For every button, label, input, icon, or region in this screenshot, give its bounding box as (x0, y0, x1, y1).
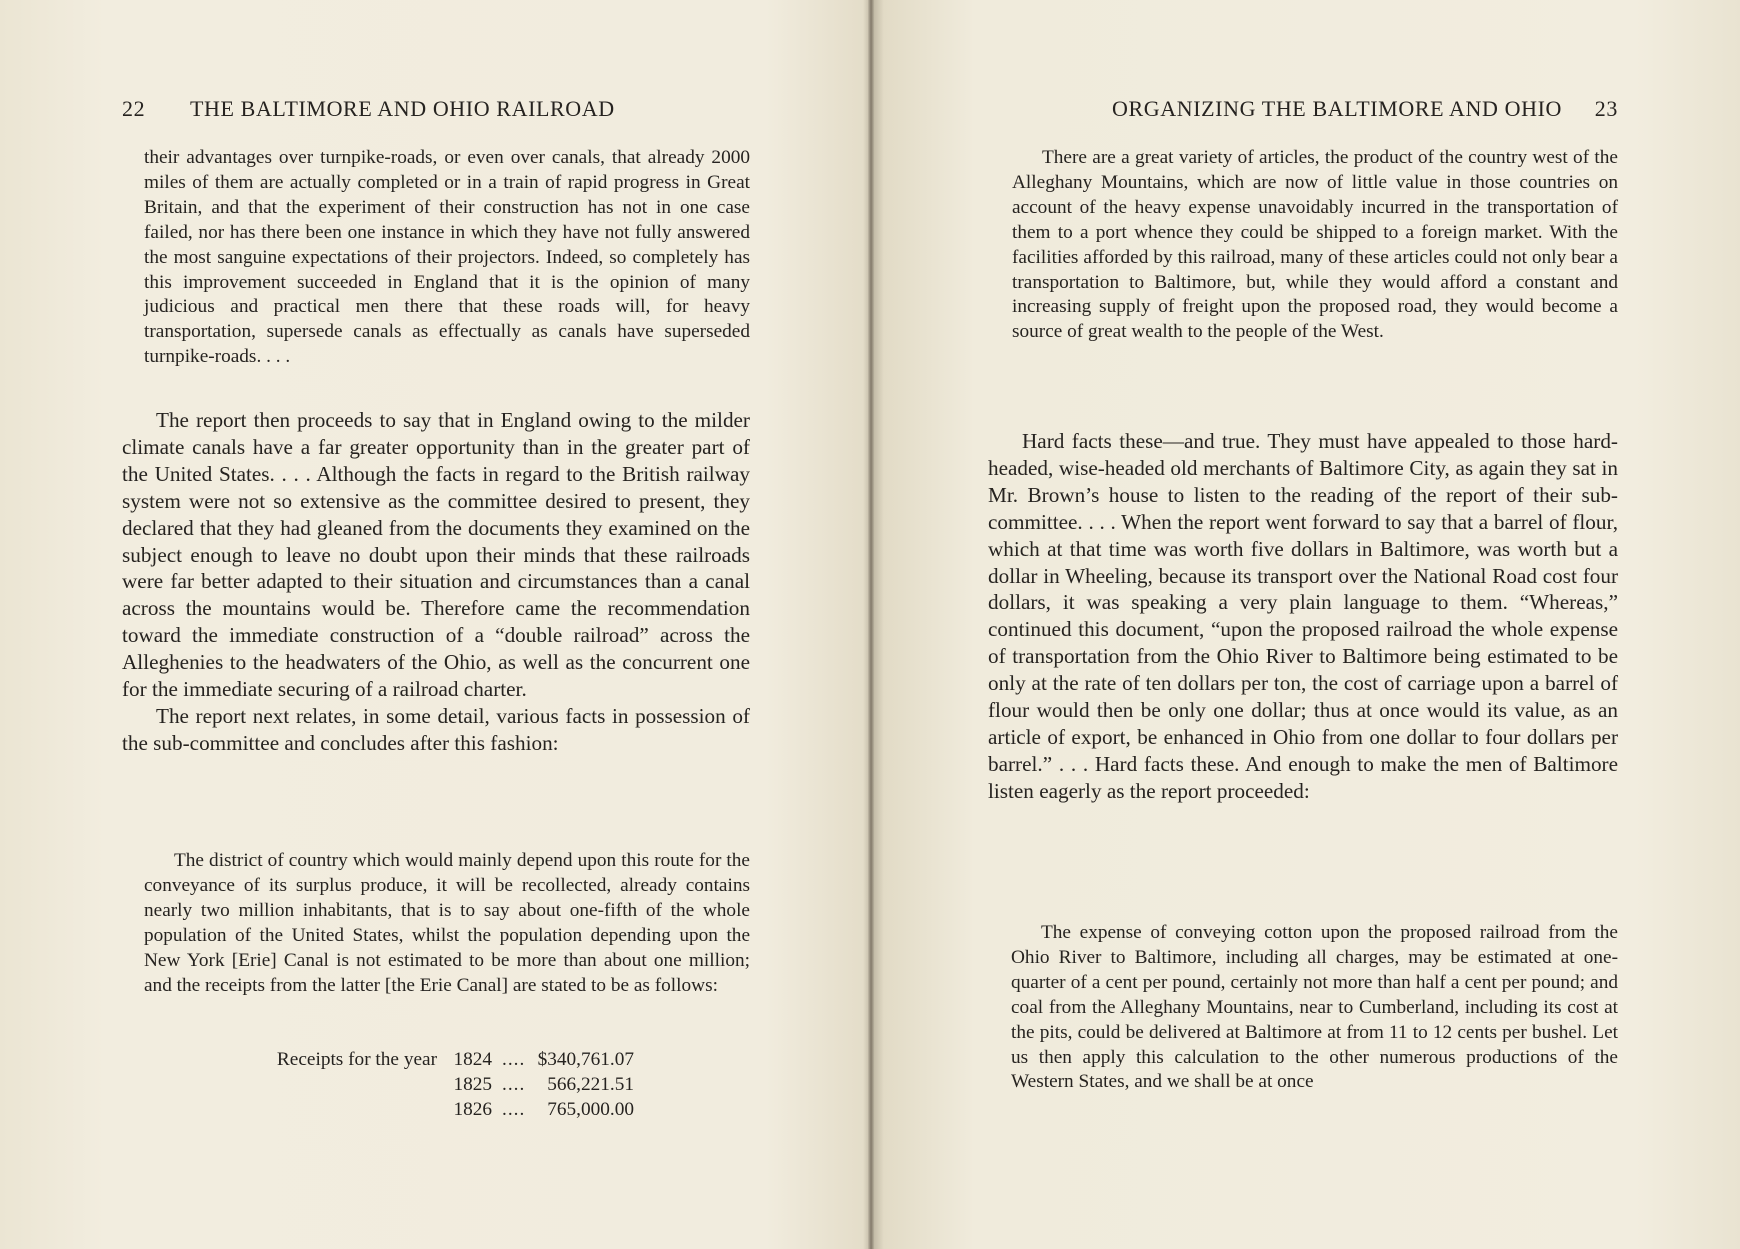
receipts-label: Receipts for the year (276, 1049, 437, 1070)
receipts-amount: 765,000.00 (547, 1098, 634, 1120)
right-running-head: ORGANIZING THE BALTIMORE AND OHIO (1111, 96, 1562, 121)
receipts-table (238, 1048, 634, 1123)
left-paragraph-2: The report next relates, in some detail, various facts in possession of the sub-committee and concludes after this fashion: (122, 703, 750, 755)
receipts-row (238, 1098, 634, 1123)
left-page-number: 22 (122, 96, 146, 121)
right-quote-1 (1012, 146, 1618, 345)
left-running-head: THE BALTIMORE AND OHIO RAILROAD (190, 96, 615, 121)
receipts-year: 1826 (453, 1098, 492, 1120)
left-quote-1-text: their advantages over turnpike-roads, or even over canals, that already 2000 miles of them are actually completed or in a train of rapid progress in Great Britain, and that the experiment of their construction has not in one case failed, nor has there been one instance in which they have not fully answered the most sanguine expectations of their projectors. Indeed, so completely has this improvement succeeded in England that it is the opinion of many judicious and practical men there that these roads will, for heavy transportation, supersede canals as effectually as canals have superseded turnpike-roads. . . . (144, 147, 750, 368)
receipts-leader: .... (502, 1073, 526, 1095)
left-page-header (122, 96, 750, 126)
book-gutter (868, 0, 874, 1249)
receipts-row (238, 1073, 634, 1098)
receipts-year: 1825 (453, 1073, 492, 1095)
receipts-amount: $340,761.07 (537, 1049, 634, 1070)
right-page (988, 0, 1618, 1249)
right-page-header (988, 96, 1618, 126)
right-quote-2 (1011, 921, 1618, 1095)
receipts-year: 1824 (453, 1049, 492, 1070)
left-quote-2 (144, 849, 750, 998)
receipts-leader: .... (502, 1098, 526, 1120)
right-body (988, 428, 1618, 805)
right-page-number: 23 (1594, 96, 1618, 121)
right-quote-2-text: The expense of conveying cotton upon the proposed railroad from the Ohio River to Baltimore, including all charges, may be estimated at one-quarter of a cent per pound, certainly not more than half a cent per pound; and coal from the Alleghany Mountains, near to Cumberland, including its cost at the pits, could be delivered at Baltimore at from 11 to 12 cents per bushel. Let us then apply this calculation to the other numerous productions of the Western States, and we shall be at once (1011, 922, 1618, 1093)
left-body (122, 407, 750, 757)
receipts-amount: 566,221.51 (547, 1073, 634, 1095)
left-paragraph-1: The report then proceeds to say that in England owing to the milder climate canals have a far greater opportunity than in the greater part of the United States. . . . Although the facts in regard to the British railway system were not so extensive as the committee desired to present, they declared that they had gleaned from the documents they examined on the subject enough to leave no doubt upon their minds that these railroads were far better adapted to their situation and circumstances than a canal across the mountains would be. Therefore came the recommendation toward the immediate construction of a “double railroad” across the Alleghenies to the headwaters of the Ohio, as well as the concurrent one for the immediate securing of a railroad charter. (122, 408, 750, 702)
left-page (122, 0, 750, 1249)
left-quote-continued (144, 146, 750, 370)
receipts-leader: .... (502, 1049, 526, 1070)
receipts-row (238, 1048, 634, 1073)
right-paragraph-1: Hard facts these—and true. They must have appealed to those hard-headed, wise-headed old merchants of Baltimore City, as again they sat in Mr. Brown’s house to listen to the reading of the report of their sub-committee. . . . When the report went forward to say that a barrel of flour, which at that time was worth five dollars in Baltimore, was worth but a dollar in Wheeling, because its transport over the National Road cost four dollars, it was speaking a very plain language to them. “Whereas,” continued this document, “upon the proposed railroad the whole expense of transportation from the Ohio River to Baltimore being estimated to be only at the rate of ten dollars per ton, the cost of carriage upon a barrel of flour would then be only one dollar; thus at once would its value, as an article of export, be enhanced in Ohio from one dollar to four dollars per barrel.” . . . Hard facts these. And enough to make the men of Baltimore listen eagerly as the report proceeded: (988, 429, 1618, 803)
right-quote-1-text: There are a great variety of articles, the product of the country west of the Alleghany Mountains, which are now of little value in those countries on account of the heavy expense unavoidably incurred in the transportation of them to a port whence they could be shipped to a foreign market. With the facilities afforded by this railroad, many of these articles could not only bear a transportation to Baltimore, but, while they would afford a constant and increasing supply of freight upon the proposed road, they would become a source of great wealth to the people of the West. (1012, 147, 1618, 343)
left-quote-2-text: The district of country which would mainly depend upon this route for the conveyance of its surplus produce, it will be recollected, already contains nearly two million inhabitants, that is to say about one-fifth of the whole population of the United States, whilst the population depending upon the New York [Erie] Canal is not estimated to be more than about one million; and the receipts from the latter [the Erie Canal] are stated to be as follows: (144, 850, 750, 996)
